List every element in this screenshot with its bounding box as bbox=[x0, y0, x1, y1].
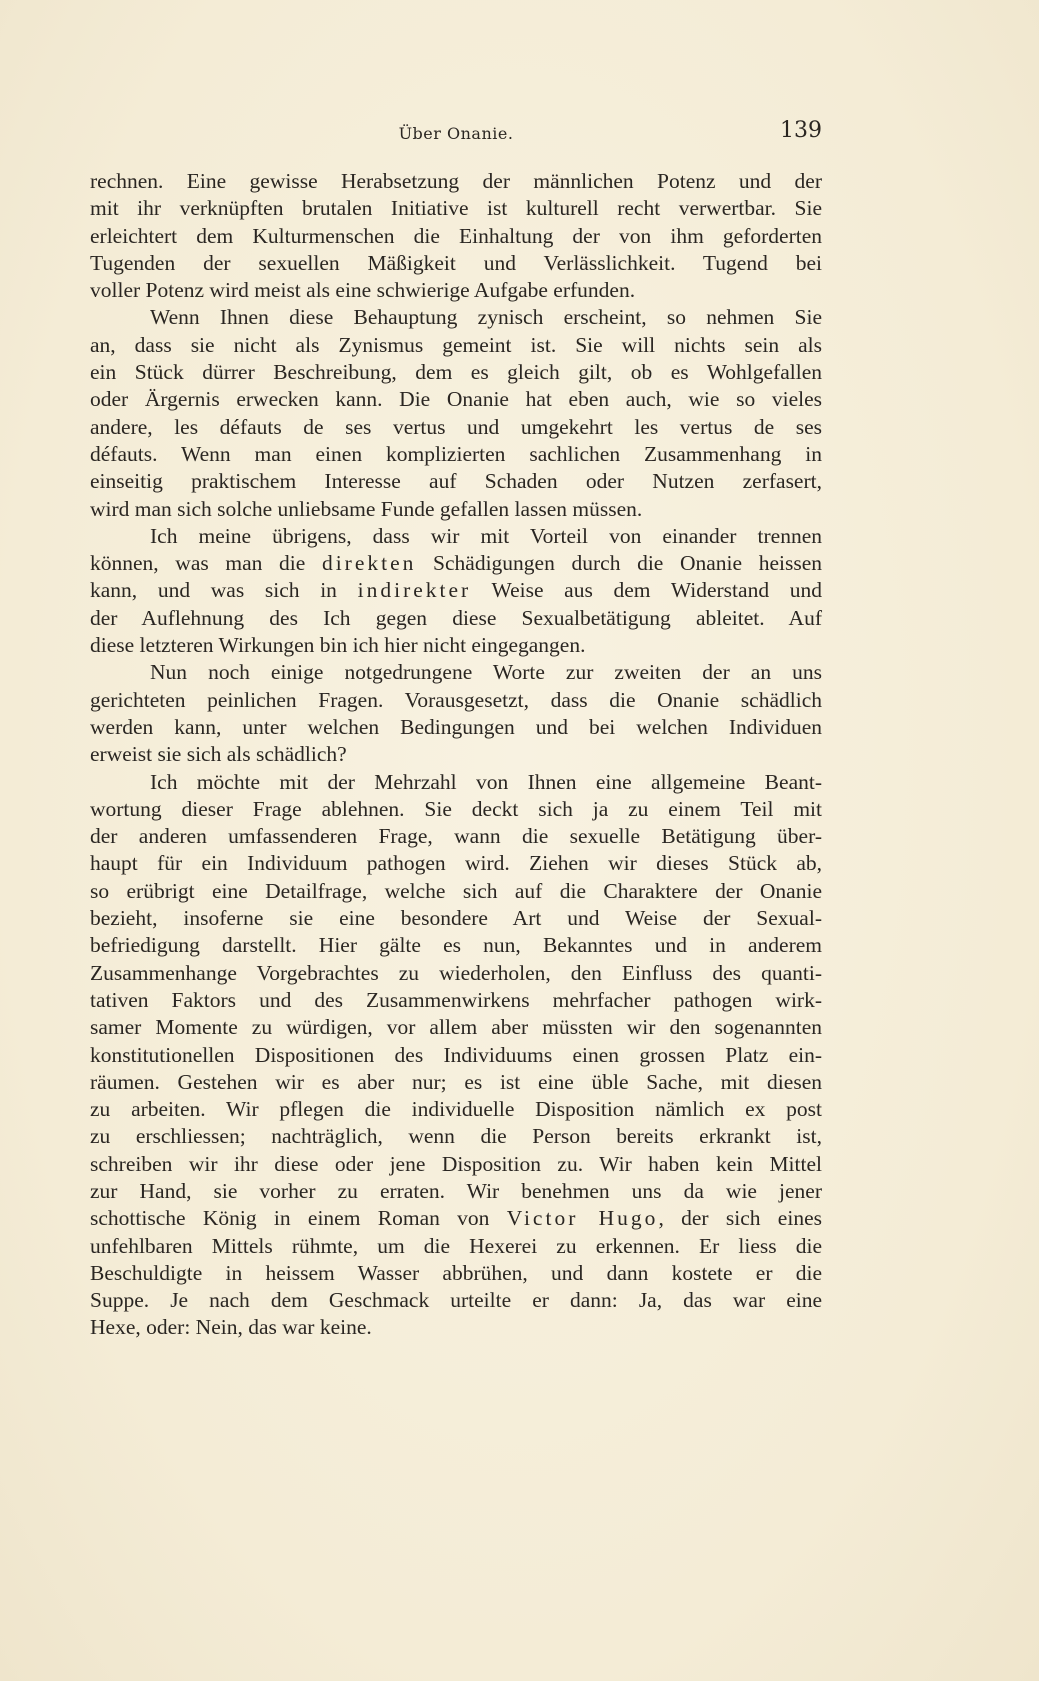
paragraph bbox=[90, 523, 822, 659]
text-line bbox=[90, 1123, 822, 1150]
text-segment: Schädigungen durch die Onanie heissen bbox=[416, 551, 823, 576]
text-segment: zu arbeiten. Wir pflegen die individuelle Disposition nämlich ex post bbox=[90, 1097, 822, 1122]
body-text bbox=[90, 168, 822, 1342]
text-line bbox=[90, 632, 822, 659]
text-line bbox=[90, 223, 822, 250]
text-line bbox=[90, 496, 822, 523]
text-line bbox=[90, 168, 822, 195]
text-line bbox=[90, 1260, 822, 1287]
text-line bbox=[90, 850, 822, 877]
text-segment: rechnen. Eine gewisse Herabsetzung der männlichen Potenz und der bbox=[90, 169, 822, 193]
text-line bbox=[90, 1178, 822, 1205]
text-segment: werden kann, unter welchen Bedingungen und bei welchen Individuen bbox=[90, 714, 822, 739]
text-segment: Weise aus dem Widerstand und bbox=[471, 578, 822, 603]
text-segment: der anderen umfassenderen Frage, wann die sexuelle Betätigung über- bbox=[90, 824, 822, 849]
text-line bbox=[90, 1014, 822, 1041]
text-segment: mit ihr verknüpften brutalen Initiative ist kulturell recht verwertbar. Sie bbox=[90, 196, 822, 221]
text-line bbox=[90, 687, 822, 714]
text-segment: konstitutionellen Dispositionen des Individuums einen grossen Platz ein- bbox=[90, 1042, 822, 1067]
text-line bbox=[90, 1314, 822, 1341]
text-segment: ein Stück dürrer Beschreibung, dem es gleich gilt, ob es Wohlgefallen bbox=[90, 360, 822, 385]
text-segment: einseitig praktischem Interesse auf Schaden oder Nutzen zerfasert, bbox=[90, 469, 822, 494]
text-line bbox=[90, 659, 822, 686]
text-line bbox=[90, 796, 822, 823]
text-segment: erweist sie sich als schädlich? bbox=[90, 742, 347, 767]
paragraph bbox=[90, 304, 822, 522]
text-segment: bezieht, insoferne sie eine besondere Art und Weise der Sexual- bbox=[90, 906, 822, 931]
text-segment: Zusammenhange Vorgebrachtes zu wiederholen, den Einfluss des quanti- bbox=[90, 960, 822, 985]
text-segment: zur Hand, sie vorher zu erraten. Wir benehmen uns da wie jener bbox=[90, 1178, 822, 1203]
running-title: Über Onanie. bbox=[398, 124, 514, 143]
paragraph bbox=[90, 168, 822, 304]
text-line bbox=[90, 277, 822, 304]
text-segment: an, dass sie nicht als Zynismus gemeint ist. Sie will nichts sein als bbox=[90, 332, 822, 357]
text-segment: Ich meine übrigens, dass wir mit Vorteil von einander trennen bbox=[150, 523, 822, 548]
text-segment: schreiben wir ihr diese oder jene Disposition zu. Wir haben kein Mittel bbox=[90, 1151, 822, 1176]
text-line bbox=[90, 195, 822, 222]
text-segment: Tugenden der sexuellen Mäßigkeit und Verlässlichkeit. Tugend bei bbox=[90, 250, 822, 275]
text-segment: Ich möchte mit der Mehrzahl von Ihnen eine allgemeine Beant- bbox=[150, 769, 822, 794]
text-line bbox=[90, 414, 822, 441]
text-segment: erleichtert dem Kulturmenschen die Einhaltung der von ihm geforderten bbox=[90, 223, 822, 248]
text-line bbox=[90, 1151, 822, 1178]
text-segment: , der sich eines bbox=[658, 1206, 822, 1231]
text-segment: wortung dieser Frage ablehnen. Sie deckt sich ja zu einem Teil mit bbox=[90, 796, 822, 821]
text-line bbox=[90, 605, 822, 632]
text-segment: samer Momente zu würdigen, vor allem aber müssten wir den sogenannten bbox=[90, 1015, 822, 1040]
text-line bbox=[90, 1287, 822, 1314]
text-line bbox=[90, 250, 822, 277]
text-segment: gerichteten peinlichen Fragen. Vorausgesetzt, dass die Onanie schädlich bbox=[90, 687, 822, 712]
text-line bbox=[90, 987, 822, 1014]
text-line bbox=[90, 332, 822, 359]
text-line bbox=[90, 932, 822, 959]
spaced-emphasis: direkten bbox=[321, 551, 417, 576]
text-line bbox=[90, 1069, 822, 1096]
text-segment: der Auflehnung des Ich gegen diese Sexualbetätigung ableitet. Auf bbox=[90, 605, 822, 630]
text-segment: wird man sich solche unliebsame Funde gefallen lassen müssen. bbox=[90, 496, 643, 521]
text-segment: so erübrigt eine Detailfrage, welche sich auf die Charaktere der Onanie bbox=[90, 878, 822, 903]
text-line bbox=[90, 523, 822, 550]
text-segment: Nun noch einige notgedrungene Worte zur zweiten der an uns bbox=[150, 660, 822, 685]
text-segment: schottische König in einem Roman von bbox=[90, 1206, 507, 1231]
text-line bbox=[90, 714, 822, 741]
text-segment: tativen Faktors und des Zusammenwirkens mehrfacher pathogen wirk- bbox=[90, 987, 822, 1012]
text-segment: zu erschliessen; nachträglich, wenn die Person bereits erkrankt ist, bbox=[90, 1124, 822, 1149]
text-line bbox=[90, 441, 822, 468]
text-line bbox=[90, 905, 822, 932]
text-segment: unfehlbaren Mittels rühmte, um die Hexerei zu erkennen. Er liess die bbox=[90, 1233, 822, 1258]
text-line bbox=[90, 550, 822, 577]
spaced-emphasis: indirekter bbox=[357, 578, 472, 603]
text-segment: kann, und was sich in bbox=[90, 578, 358, 603]
paragraph bbox=[90, 659, 822, 768]
text-segment: Suppe. Je nach dem Geschmack urteilte er dann: Ja, das war eine bbox=[90, 1288, 822, 1313]
text-segment: andere, les défauts de ses vertus und umgekehrt les vertus de ses bbox=[90, 414, 822, 439]
text-line bbox=[90, 1096, 822, 1123]
text-line bbox=[90, 577, 822, 604]
text-line bbox=[90, 960, 822, 987]
text-line bbox=[90, 741, 822, 768]
text-line bbox=[90, 359, 822, 386]
text-segment: diese letzteren Wirkungen bin ich hier nicht eingegangen. bbox=[90, 633, 586, 658]
page-number: 139 bbox=[780, 118, 822, 143]
text-segment: oder Ärgernis erwecken kann. Die Onanie hat eben auch, wie so vieles bbox=[90, 387, 822, 412]
text-line bbox=[90, 769, 822, 796]
text-segment: haupt für ein Individuum pathogen wird. Ziehen wir dieses Stück ab, bbox=[90, 851, 822, 876]
text-line bbox=[90, 1205, 822, 1232]
text-line bbox=[90, 878, 822, 905]
page-header bbox=[90, 118, 822, 148]
spaced-emphasis: Victor Hugo bbox=[506, 1206, 659, 1231]
text-line bbox=[90, 823, 822, 850]
text-segment: défauts. Wenn man einen komplizierten sachlichen Zusammenhang in bbox=[90, 441, 822, 466]
text-segment: befriedigung darstellt. Hier gälte es nun, Bekanntes und in anderem bbox=[90, 933, 822, 958]
text-line bbox=[90, 386, 822, 413]
text-segment: Beschuldigte in heissem Wasser abbrühen, und dann kostete er die bbox=[90, 1260, 822, 1285]
text-segment: können, was man die bbox=[90, 551, 322, 576]
text-line bbox=[90, 1233, 822, 1260]
text-segment: Wenn Ihnen diese Behauptung zynisch erscheint, so nehmen Sie bbox=[150, 305, 822, 330]
text-line bbox=[90, 304, 822, 331]
text-line bbox=[90, 1042, 822, 1069]
text-line bbox=[90, 468, 822, 495]
paragraph bbox=[90, 769, 822, 1342]
text-segment: voller Potenz wird meist als eine schwierige Aufgabe erfunden. bbox=[90, 278, 636, 303]
text-segment: Hexe, oder: Nein, das war keine. bbox=[90, 1315, 372, 1340]
text-segment: räumen. Gestehen wir es aber nur; es ist eine üble Sache, mit diesen bbox=[90, 1069, 822, 1094]
